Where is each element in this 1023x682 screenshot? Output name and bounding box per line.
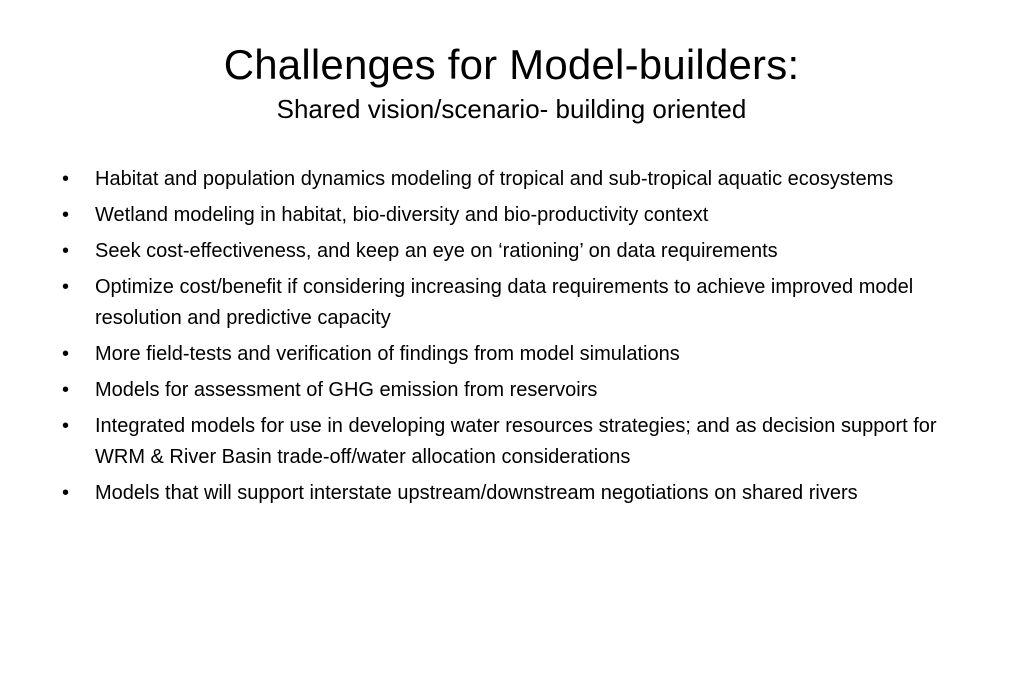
bullet-item [62,411,962,473]
slide-title: Challenges for Model-builders: [223,41,800,88]
bullet-dot-icon: • [62,168,70,190]
bullet-dot-icon: • [62,415,70,437]
bullet-dot-icon: • [62,240,70,262]
bullet-dot-icon: • [62,343,70,365]
bullet-item [62,478,962,509]
bullet-item [62,272,962,334]
bullet-item [62,375,962,406]
bullet-text: Seek cost-effectiveness, and keep an eye on ‘rationing’ on data requirements [95,240,778,262]
bullet-text: Habitat and population dynamics modeling of tropical and sub-tropical aquatic ecosystems [95,168,894,190]
bullet-text: Optimize cost/benefit if considering increasing data requirements to achieve improved model resolution and predictive capacity [95,276,914,329]
bullet-item [62,200,962,231]
bullet-text: Models that will support interstate upstream/downstream negotiations on shared rivers [95,482,858,504]
slide-subtitle: Shared vision/scenario- building oriented [276,94,747,124]
title-block [60,38,963,126]
bullet-dot-icon: • [62,276,70,298]
bullet-item [62,164,962,195]
bullet-dot-icon: • [62,379,70,401]
bullet-item [62,339,962,370]
bullet-text: Wetland modeling in habitat, bio-diversity and bio-productivity context [95,204,709,226]
bullet-text: Integrated models for use in developing water resources strategies; and as decision support for WRM & River Basin trade-off/water allocation considerations [95,415,937,468]
bullet-text: More field-tests and verification of findings from model simulations [95,343,680,365]
bullet-list [62,164,962,514]
bullet-item [62,236,962,267]
bullet-dot-icon: • [62,482,70,504]
bullet-text: Models for assessment of GHG emission from reservoirs [95,379,598,401]
bullet-dot-icon: • [62,204,70,226]
